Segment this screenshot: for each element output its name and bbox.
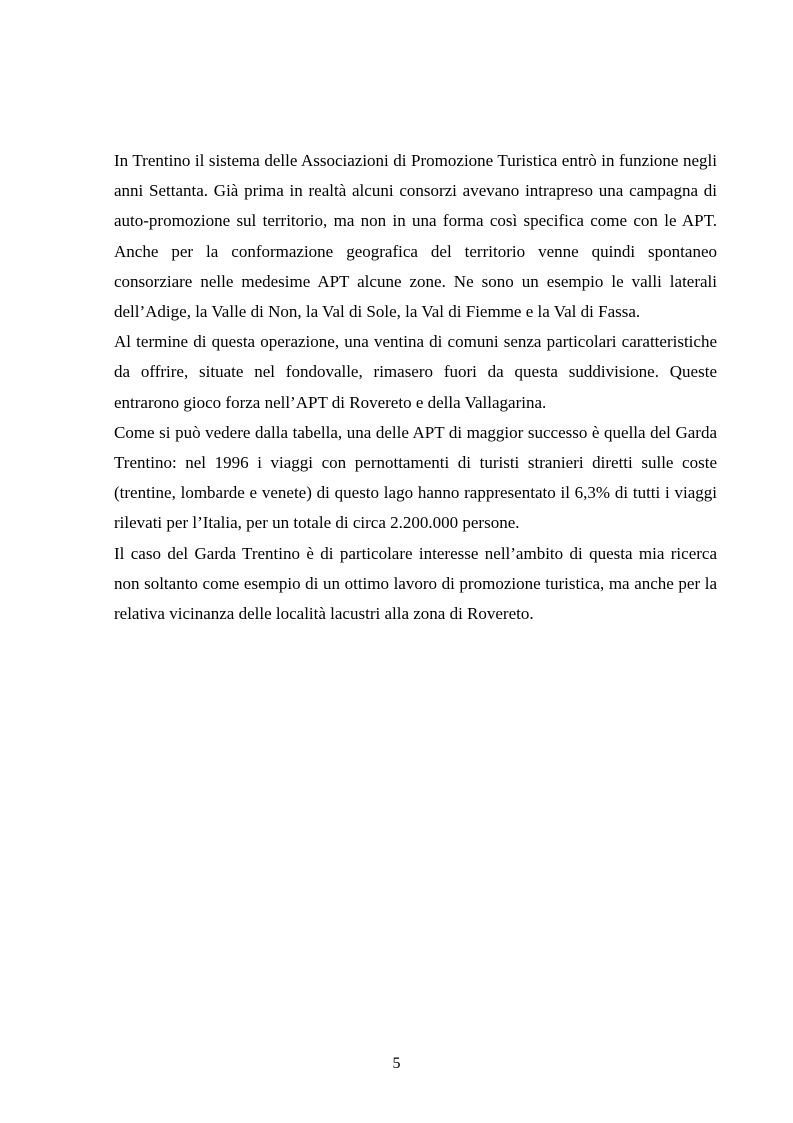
paragraph-apt-introduction: In Trentino il sistema delle Associazioni di Promozione Turistica entrò in funzione negli anni Settanta. Già prima in realtà alcuni consorzi avevano intrapreso una campagna di auto-promozione sul territorio, ma non in una forma così specifica come con le APT. Anche per la conformazione geografica del territorio venne quindi spontaneo consorziare nelle medesime APT alcune zone. Ne sono un esempio le valli laterali dell’Adige, la Valle di Non, la Val di Sole, la Val di Fiemme e la Val di Fassa.	[114, 151, 717, 322]
paragraph-garda-interest: Il caso del Garda Trentino è di particolare interesse nell’ambito di questa mia ricerca non soltanto come esempio di un ottimo lavoro di promozione turistica, ma anche per la relativa vicinanza delle località lacustri alla zona di Rovereto.	[114, 543, 717, 624]
paragraph-rovereto-communes: Al termine di questa operazione, una ventina di comuni senza particolari caratteristiche da offrire, situate nel fondovalle, rimasero fuori da questa suddivisione. Queste entrarono gioco forza nell’APT di Rovereto e della Vallagarina.	[114, 332, 717, 412]
body-text	[114, 146, 717, 629]
page-number: 5	[392, 1055, 401, 1072]
paragraph-garda-success: Come si può vedere dalla tabella, una delle APT di maggior successo è quella del Garda Trentino: nel 1996 i viaggi con pernottamenti di turisti stranieri diretti sulle coste (trentine, lombarde e venete) di questo lago hanno rappresentato il 6,3% di tutti i viaggi rilevati per l’Italia, per un totale di circa 2.200.000 persone.	[114, 422, 717, 533]
